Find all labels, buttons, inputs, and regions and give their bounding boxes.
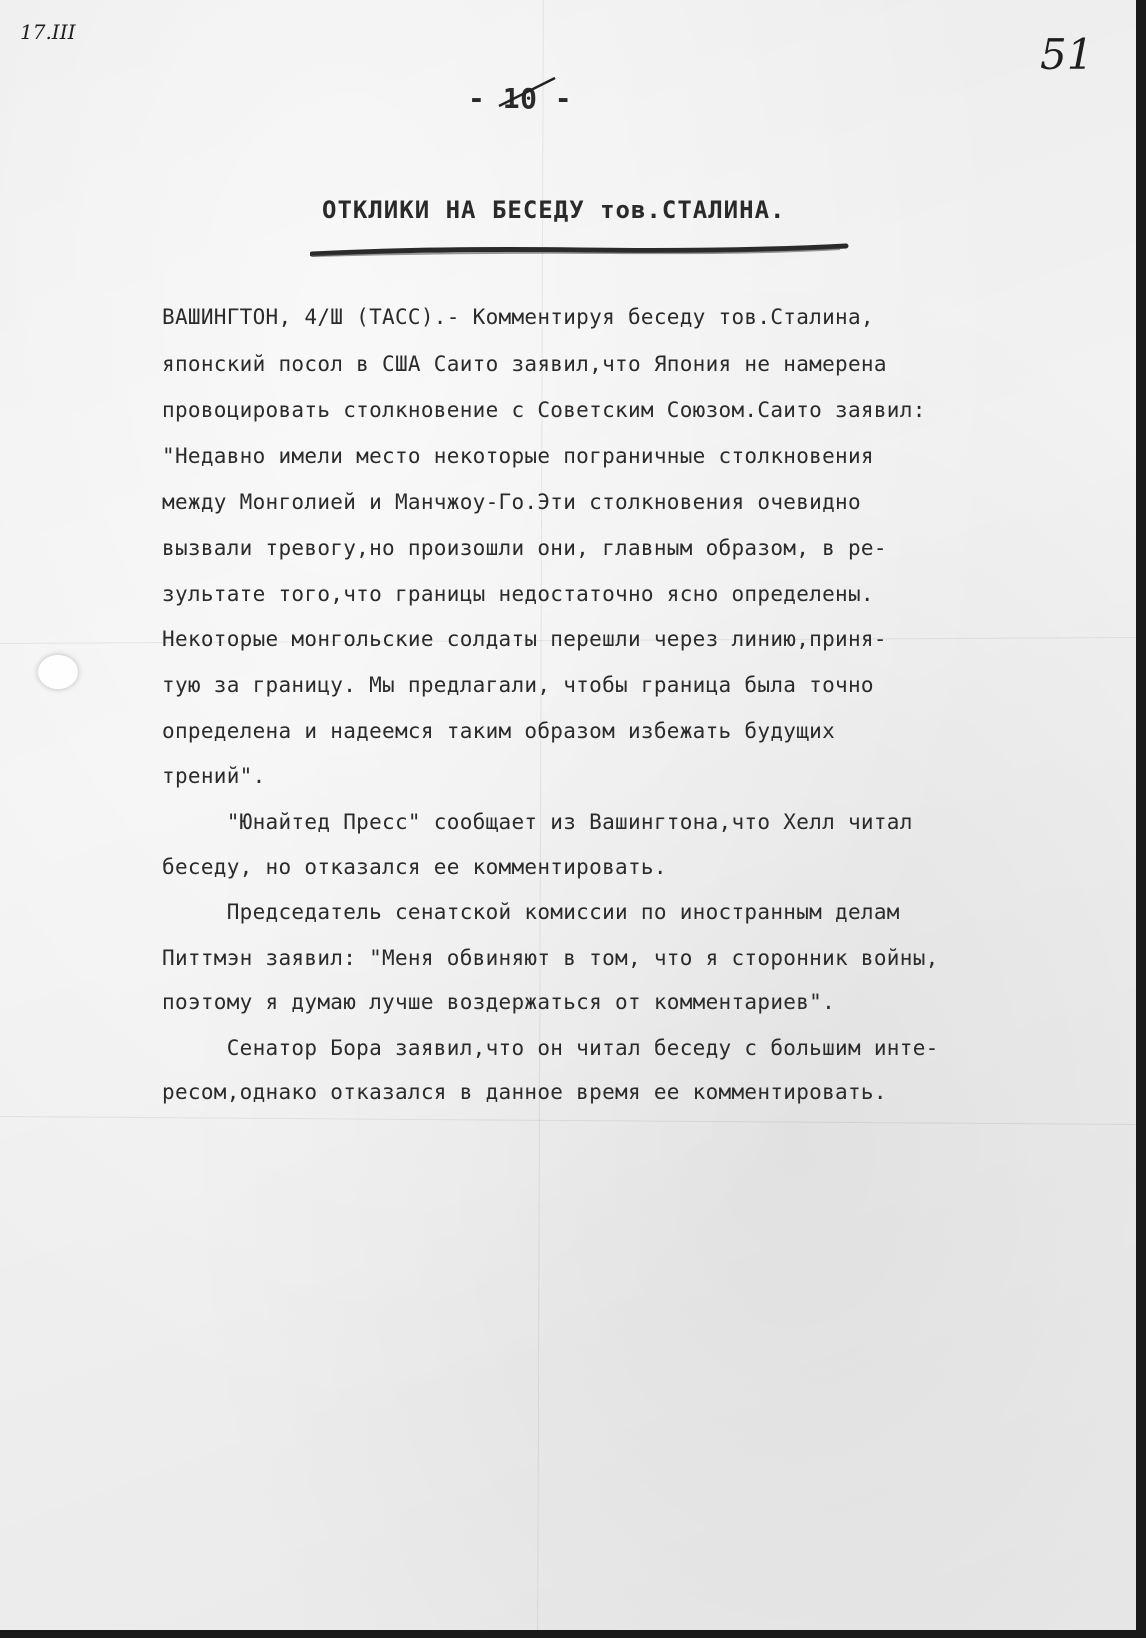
body-line: зультате того,что границы недостаточно ясно определены. [162, 582, 874, 606]
body-line: определена и надеемся таким образом избежать будущих [162, 719, 836, 743]
archive-sheet-number: 51 [1040, 30, 1094, 79]
body-line: ресом,однако отказался в данное время ее комментировать. [162, 1080, 887, 1104]
body-line: японский посол в США Саито заявил,что Япония не намерена [162, 352, 887, 376]
paper-crease [0, 1116, 1136, 1125]
body-line: между Монголией и Манчжоу-Го.Эти столкновения очевидно [162, 490, 861, 514]
body-line: тую за границу. Мы предлагали, чтобы граница была точно [162, 673, 874, 697]
body-line: беседу, но отказался ее комментировать. [162, 855, 667, 879]
body-line: провоцировать столкновение с Советским Союзом.Саито заявил: [162, 398, 926, 422]
page-number: - 10 - [468, 82, 573, 115]
body-line: поэтому я думаю лучше воздержаться от комментариев". [162, 990, 836, 1014]
body-line: "Недавно имели место некоторые пограничные столкновения [162, 444, 874, 468]
body-line: ВАШИНГТОН, 4/Ш (ТАСС).- Комментируя беседу тов.Сталина, [162, 305, 874, 329]
body-line: трений". [162, 764, 266, 788]
heading-underline [310, 240, 850, 260]
body-line: "Юнайтед Пресс" сообщает из Вашингтона,что Хелл читал [162, 810, 913, 834]
body-line: Сенатор Бора заявил,что он читал беседу с большим инте- [162, 1036, 939, 1060]
body-line: Питтмэн заявил: "Меня обвиняют в том, что я сторонник войны, [162, 946, 939, 970]
body-line: Некоторые монгольские солдаты перешли через линию,приня- [162, 627, 887, 651]
strike-through-mark [495, 72, 575, 112]
margin-note: 17.III [20, 20, 76, 44]
body-line: Председатель сенатской комиссии по иностранным делам [162, 900, 900, 924]
heading: ОТКЛИКИ НА БЕСЕДУ тов.СТАЛИНА. [322, 196, 786, 224]
body-line: вызвали тревогу,но произошли они, главным образом, в ре- [162, 536, 887, 560]
paper-hole-mark [38, 655, 78, 689]
